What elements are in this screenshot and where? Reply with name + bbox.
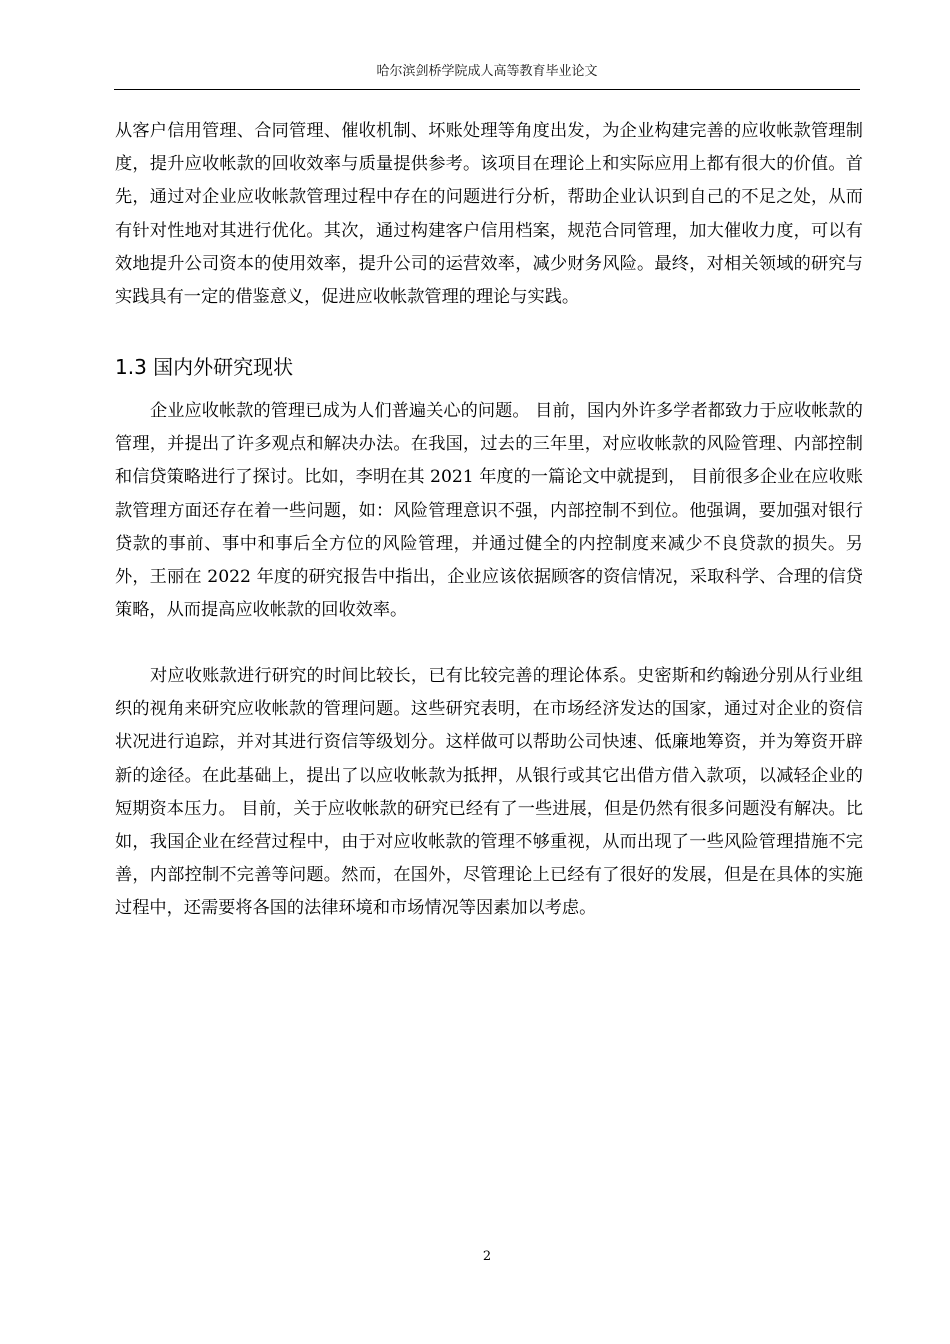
body-paragraph-2: 企业应收帐款的管理已成为人们普遍关心的问题。 目前，国内外许多学者都致力于应收帐款的管理，并提出了许多观点和解决办法。在我国，过去的三年里，对应收帐款的风险管理、内部控制和信贷策略进行了探讨。比如，李明在其 2021 年度的一篇论文中就提到， 目前很多企业在应收账款管理方面还存在着一些问题，如：风险管理意识不强，内部控制不到位。他强调，要加强对银行贷款的事前、事中和事后全方位的风险管理，并通过健全的内控制度来减少不良贷款的损失。另外，王丽在 2022 年度的研究报告中指出，企业应该依据顾客的资信情况，采取科学、合理的信贷策略，从而提高应收帐款的回收效率。 [115,401,863,621]
header-divider [114,89,860,90]
body-paragraph-1: 从客户信用管理、合同管理、催收机制、坏账处理等角度出发，为企业构建完善的应收帐款管理制度，提升应收帐款的回收效率与质量提供参考。该项目在理论上和实际应用上都有很大的价值。首先，通过对企业应收帐款管理过程中存在的问题进行分析，帮助企业认识到自己的不足之处，从而有针对性地对其进行优化。其次，通过构建客户信用档案，规范合同管理，加大催收力度，可以有效地提升公司资本的使用效率，提升公司的运营效率，减少财务风险。最终，对相关领域的研究与实践具有一定的借鉴意义，促进应收帐款管理的理论与实践。 [115,121,863,308]
page-header-title: 哈尔滨剑桥学院成人高等教育毕业论文 [376,64,598,79]
body-paragraph-3: 对应收账款进行研究的时间比较长，已有比较完善的理论体系。史密斯和约翰逊分别从行业组织的视角来研究应收帐款的管理问题。这些研究表明，在市场经济发达的国家，通过对企业的资信状况进行追踪，并对其进行资信等级划分。这样做可以帮助公司快速、低廉地筹资，并为筹资开辟新的途径。在此基础上，提出了以应收帐款为抵押，从银行或其它出借方借入款项，以减轻企业的短期资本压力。 目前，关于应收帐款的研究已经有了一些进展，但是仍然有很多问题没有解决。比如，我国企业在经营过程中，由于对应收帐款的管理不够重视，从而出现了一些风险管理措施不完善，内部控制不完善等问题。然而，在国外，尽管理论上已经有了很好的发展，但是在具体的实施过程中，还需要将各国的法律环境和市场情况等因素加以考虑。 [115,666,863,919]
section-heading: 1.3 国内外研究现状 [115,355,294,379]
page-number: 2 [482,1249,492,1264]
